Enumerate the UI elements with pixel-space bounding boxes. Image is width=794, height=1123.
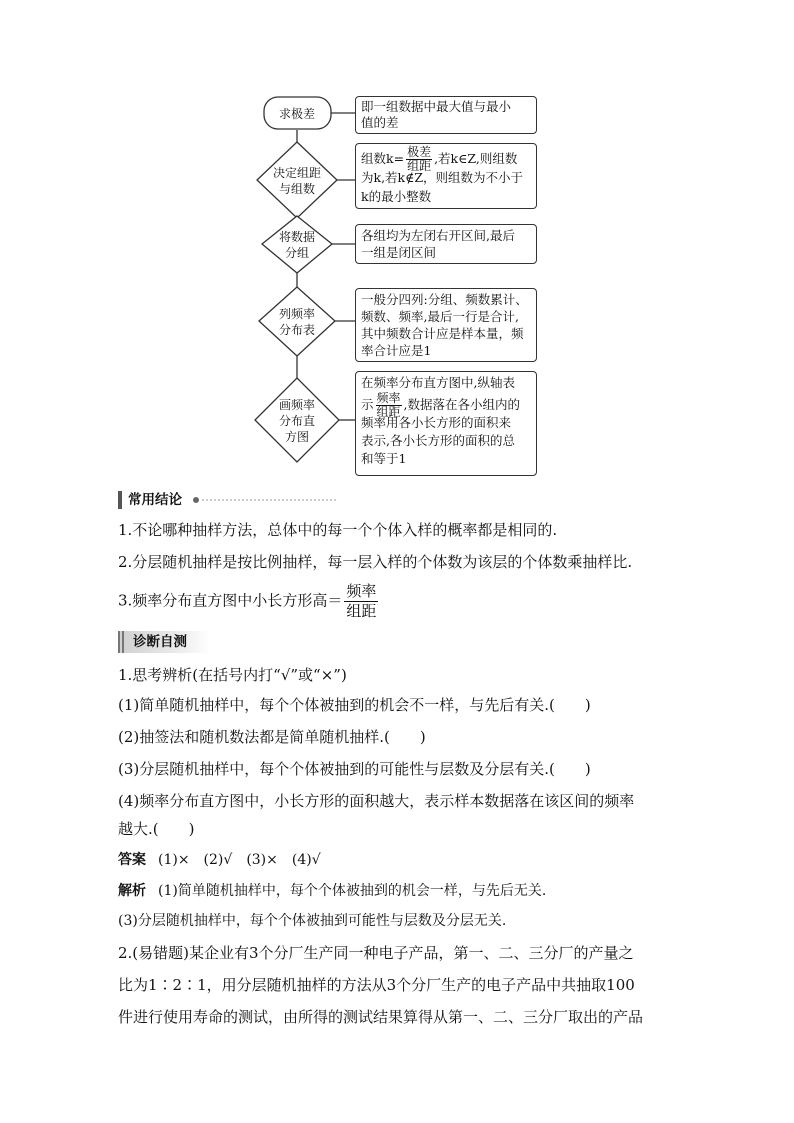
flow-node-label: 方图 [284,430,310,444]
flow-node-interval [257,142,337,218]
desc-text: 组数k= [361,151,405,166]
desc-line: 为k,若k∉Z，则组数为不小于 [361,170,524,185]
desc-line: 一组是闭区间 [361,245,437,260]
flow-node-group [262,216,332,273]
conclusion-text: 3.频率分布直方图中小长方形高＝ [118,591,343,610]
desc-line [361,145,531,173]
desc-line: 表示,各小长方形的面积的总 [361,433,515,448]
desc-line: 率合计应是1 [361,343,432,358]
flow-desc-group [355,224,537,264]
flow-node-label: 画频率 [278,398,316,412]
desc-line: 和等于1 [361,451,407,466]
analysis-label: 解析 [118,883,146,899]
question-item: 越大.( ) [118,820,195,838]
fraction-denominator: 组距 [346,602,377,620]
flow-node-label: 与组数 [278,182,316,196]
question-2-line: 2.(易错题)某企业有3个分厂生产同一种电子产品，第一、二、三分厂的产量之 [118,944,634,962]
conclusion-item: 1.不论哪种抽样方法，总体中的每一个个体入样的概率都是相同的. [118,521,558,539]
question-title: 1.思考辨析(在括号内打“√”或“×”) [118,666,347,684]
flow-desc-range [355,96,537,134]
section-header-stripe [118,631,126,653]
answer-label: 答案 [118,852,146,868]
section-header-diagnosis: 诊断自测 [133,634,187,650]
desc-line: 即一组数据中最大值与最小 [361,99,512,114]
flow-node-label: 列频率 [278,307,316,321]
question-item: (2)抽签法和随机数法都是简单随机抽样.( ) [118,728,426,746]
desc-line: k的最小整数 [361,189,432,204]
desc-text: ,数据落在各小组内的 [403,397,521,412]
fraction [344,582,378,621]
answer-line [118,846,321,874]
question-item: (1)简单随机抽样中，每个个体被抽到的机会不一样，与先后有关.( ) [118,696,591,714]
fraction-numerator: 频率 [376,391,401,405]
desc-line: 各组均为左闭右开区间,最后 [361,228,515,243]
desc-line: 频率用各小长方形的面积来 [361,415,512,430]
question-2-line: 比为1∶2∶1，用分层随机抽样的方法从3个分厂生产的电子产品中共抽取100 [118,976,635,994]
flow-node-label: 求极差 [278,107,316,121]
section-header-conclusions: 常用结论 [128,492,182,508]
conclusion-item [118,582,378,621]
desc-line: 其中频数合计应是样本量，频 [361,326,524,341]
fraction-numerator: 极差 [407,145,432,159]
analysis-line [118,877,546,905]
question-2-line: 件进行使用寿命的测试，由所得的测试结果算得从第一、二、三分厂取出的产品 [118,1008,644,1026]
flow-node-label: 分组 [284,246,310,260]
flow-node-label: 决定组距 [272,166,322,180]
desc-text: 示 [361,397,374,412]
question-item: (4)频率分布直方图中，小长方形的面积越大，表示样本数据落在该区间的频率 [118,792,635,810]
fraction-numerator: 频率 [346,582,377,600]
conclusion-item: 2.分层随机抽样是按比例抽样，每一层入样的个体数为该层的个体数乘抽样比. [118,553,633,571]
flow-node-label: 分布表 [278,323,316,337]
analysis-line: (3)分层随机抽样中，每个个体被抽到可能性与层数及分层无关. [118,913,507,929]
fraction-denominator: 组距 [376,405,401,419]
section-header-rule [190,494,340,506]
desc-text: ,若k∈Z,则组数 [434,151,518,166]
analysis-text: (1)简单随机抽样中，每个个体被抽到的机会一样，与先后无关. [158,883,547,899]
fraction-denominator: 组距 [407,159,432,173]
flow-node-table [259,287,335,356]
desc-line: 一般分四列:分组、频数累计、 [361,292,528,307]
flow-node-label: 将数据 [278,230,316,244]
desc-line: 频数、频率,最后一行是合计, [361,309,519,324]
section-header-bar [118,491,122,509]
desc-line [361,391,531,419]
desc-line: 在频率分布直方图中,纵轴表 [361,375,515,390]
flow-node-label: 分布直 [278,414,316,428]
flow-desc-interval [355,143,537,209]
question-item: (3)分层随机抽样中，每个个体被抽到的可能性与层数及分层有关.( ) [118,760,591,778]
desc-line: 值的差 [361,115,399,130]
flow-desc-table [355,288,537,362]
flow-desc-histogram [355,371,537,476]
answer-text: (1)× (2)√ (3)× (4)√ [158,852,321,868]
